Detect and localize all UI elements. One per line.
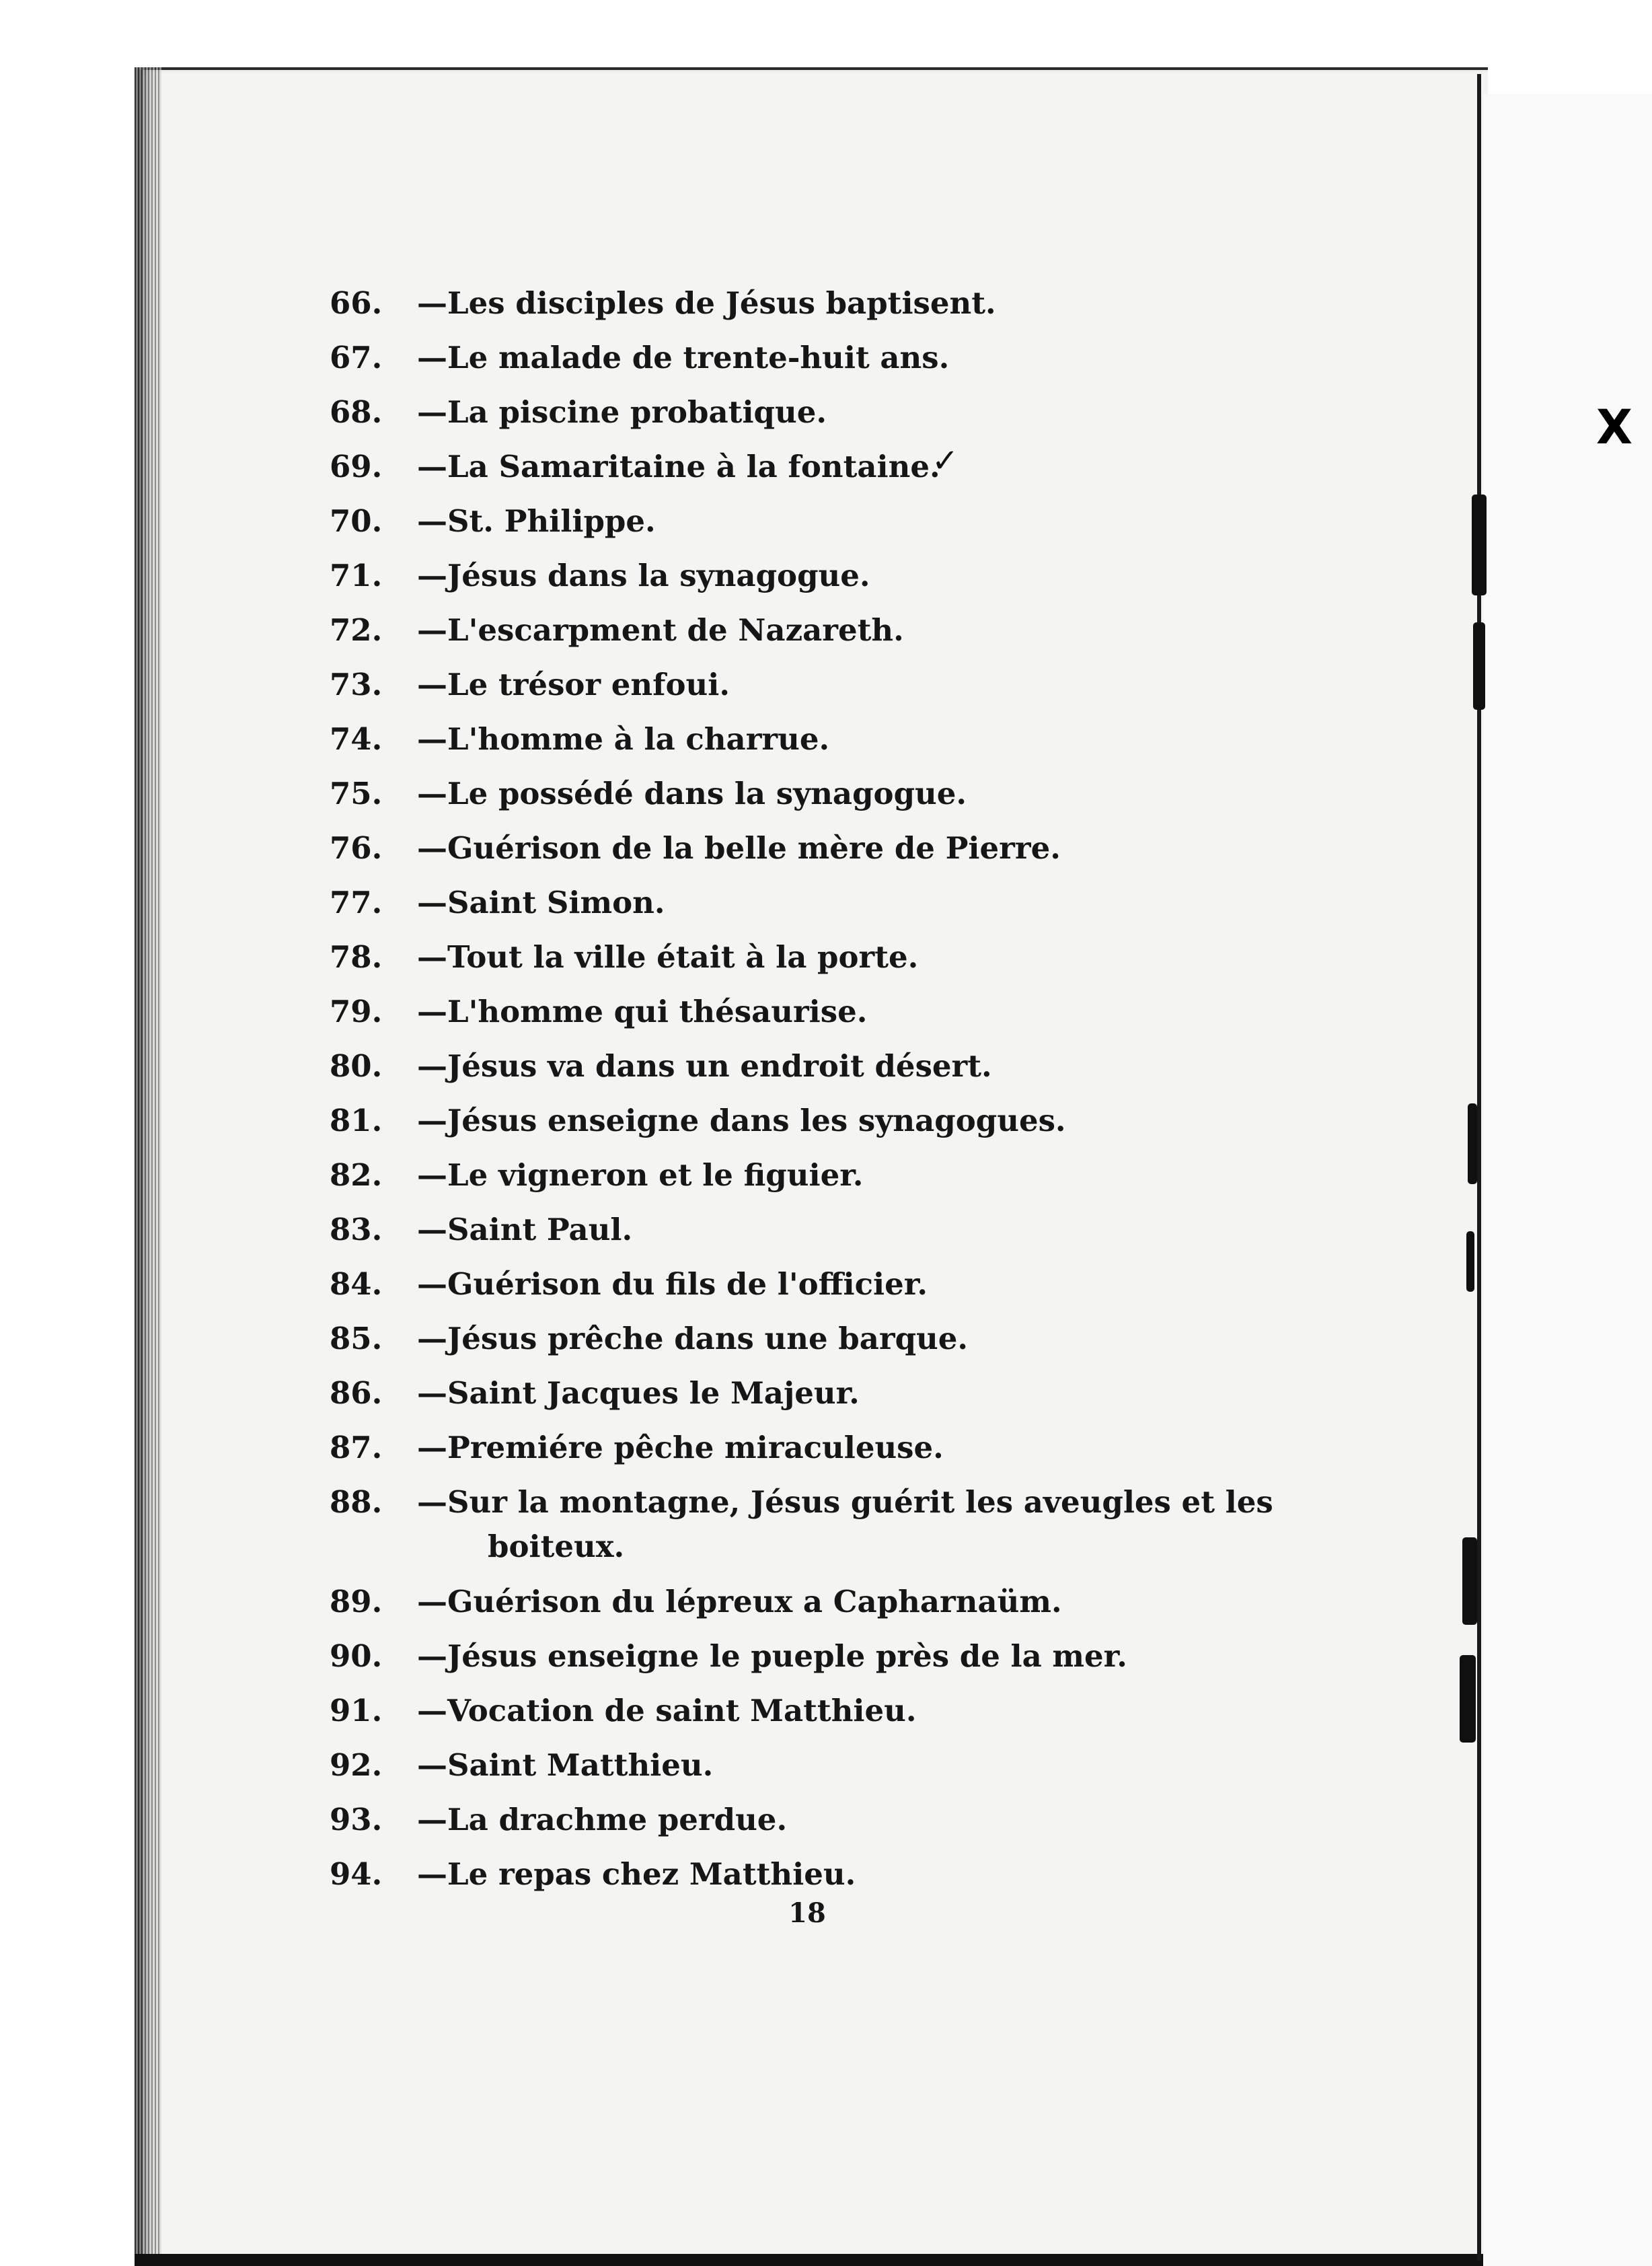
entry-number: 66. [330, 285, 383, 321]
list-item [330, 276, 1439, 330]
entry-number: 68. [330, 394, 383, 430]
entry-title: —La drachme perdue. [417, 1802, 788, 1837]
entry-number: 67. [330, 340, 383, 375]
entry-title: —Tout la ville était à la porte. [417, 939, 919, 975]
entry-title: —Jésus enseigne le pueple près de la mer. [417, 1638, 1127, 1674]
entry-title: —Jésus prêche dans une barque. [417, 1321, 969, 1356]
list-item [330, 821, 1439, 875]
entry-title: —Saint Jacques le Majeur. [417, 1375, 860, 1411]
entry-number: 91. [330, 1693, 383, 1728]
entry-title: —La piscine probatique. [417, 394, 827, 430]
entry-number: 82. [330, 1157, 383, 1193]
entry-title: —Jésus va dans un endroit désert. [417, 1048, 992, 1084]
entry-number: 76. [330, 830, 383, 866]
entry-title: —Guérison de la belle mère de Pierre. [417, 830, 1061, 866]
list-item [330, 1574, 1439, 1629]
binding-thread-mark [1468, 1103, 1477, 1184]
list-item [330, 1847, 1439, 1901]
list-item [330, 548, 1439, 603]
entry-title-continuation: boiteux. [488, 1529, 625, 1564]
binding-thread-mark [1466, 1231, 1474, 1292]
list-item [330, 766, 1439, 821]
entry-title: —Guérison du fils de l'officier. [417, 1266, 928, 1302]
check-mark: ✓ [932, 442, 959, 480]
list-item [330, 1420, 1439, 1475]
list-item [330, 1629, 1439, 1683]
entry-title: —Le vigneron et le figuier. [417, 1157, 864, 1193]
entry-title: —St. Philippe. [417, 503, 656, 539]
entry-title: —Le trésor enfoui. [417, 667, 730, 702]
margin-x-mark: X [1596, 400, 1632, 455]
entry-title: —L'escarpment de Nazareth. [417, 612, 904, 648]
entry-title: —Jésus dans la synagogue. [417, 558, 870, 593]
entry-number: 80. [330, 1048, 383, 1084]
list-item [330, 712, 1439, 766]
entry-title: —Saint Matthieu. [417, 1747, 714, 1783]
entry-number: 92. [330, 1747, 383, 1783]
entry-title: —L'homme à la charrue. [417, 721, 830, 757]
entry-title: —Guérison du lépreux a Capharnaüm. [417, 1584, 1062, 1619]
binding-thread-mark [1472, 495, 1487, 595]
list-item [330, 1202, 1439, 1257]
entry-title: —Le possédé dans la synagogue. [417, 776, 967, 811]
list-item [330, 875, 1439, 930]
entry-title: —Vocation de saint Matthieu. [417, 1693, 917, 1728]
list-item [330, 603, 1439, 657]
list-item [330, 1311, 1439, 1366]
gutter-line [1477, 74, 1481, 2261]
entry-title: —Sur la montagne, Jésus guérit les aveugles et les [417, 1484, 1273, 1520]
list-item [330, 1792, 1439, 1847]
list-item [330, 984, 1439, 1039]
entry-number: 93. [330, 1802, 383, 1837]
entry-number: 74. [330, 721, 383, 757]
list-item [330, 1366, 1439, 1420]
entry-number: 70. [330, 503, 383, 539]
list-item [330, 330, 1439, 385]
list-item [330, 1683, 1439, 1738]
entry-number: 90. [330, 1638, 383, 1674]
entry-number: 72. [330, 612, 383, 648]
entry-number: 73. [330, 667, 383, 702]
entry-number: 94. [330, 1856, 383, 1892]
entry-title: —Le repas chez Matthieu. [417, 1856, 856, 1892]
entry-number: 75. [330, 776, 383, 811]
binding-thread-mark [1473, 622, 1485, 710]
entry-number: 77. [330, 885, 383, 920]
list-item [330, 1257, 1439, 1311]
entry-title: —La Samaritaine à la fontaine. [417, 449, 940, 484]
entry-list [330, 276, 1439, 1901]
binding-thread-mark [1462, 1537, 1477, 1625]
entry-number: 85. [330, 1321, 383, 1356]
bottom-edge [135, 2254, 1487, 2266]
page-edges [135, 67, 161, 2261]
page-number: 18 [788, 1897, 826, 1929]
entry-number: 81. [330, 1103, 383, 1138]
entry-number: 78. [330, 939, 383, 975]
entry-number: 69. [330, 449, 383, 484]
entry-title: —Les disciples de Jésus baptisent. [417, 285, 996, 321]
list-item [330, 1738, 1439, 1792]
entry-number: 79. [330, 994, 383, 1029]
entry-number: 89. [330, 1584, 383, 1619]
entry-number: 87. [330, 1430, 383, 1465]
entry-title: —L'homme qui thésaurise. [417, 994, 868, 1029]
list-item [330, 1475, 1439, 1574]
entry-title: —Premiére pêche miraculeuse. [417, 1430, 944, 1465]
binding-thread-mark [1460, 1655, 1476, 1743]
entry-title: —Saint Paul. [417, 1212, 633, 1247]
list-item [330, 1148, 1439, 1202]
entry-title: —Jésus enseigne dans les synagogues. [417, 1103, 1066, 1138]
list-item [330, 657, 1439, 712]
entry-title: —Saint Simon. [417, 885, 665, 920]
entry-number: 84. [330, 1266, 383, 1302]
list-item [330, 1039, 1439, 1093]
list-item [330, 385, 1439, 439]
entry-number: 86. [330, 1375, 383, 1411]
list-item [330, 1093, 1439, 1148]
entry-number: 83. [330, 1212, 383, 1247]
list-item [330, 494, 1439, 548]
list-item [330, 930, 1439, 984]
entry-number: 88. [330, 1484, 383, 1520]
entry-number: 71. [330, 558, 383, 593]
list-item [330, 439, 1439, 494]
entry-title: —Le malade de trente-huit ans. [417, 340, 950, 375]
